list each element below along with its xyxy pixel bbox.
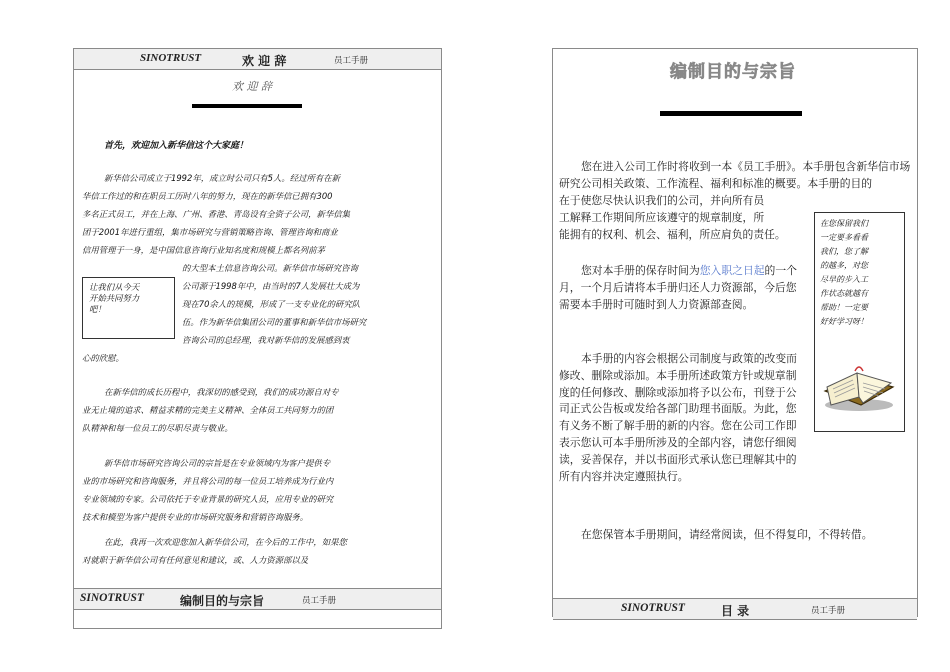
open-book-icon <box>819 353 899 417</box>
callout-line: 吧！ <box>89 304 106 314</box>
text-line: 咨询公司的总经理，我对新华信的发展感到衷 <box>182 335 350 345</box>
footer-section: 编制目的与宗旨 <box>180 594 265 608</box>
paragraph-2-text: 您对本手册的保存时间为 <box>581 264 700 277</box>
text-line: 工解释工作期间所应该遵守的规章制度，所 <box>559 211 765 224</box>
text-line: 信用管理于一身，是中国信息咨询行业知名度和规模上都名列前茅 <box>82 245 325 255</box>
callout-line: 开始共同努力 <box>89 293 140 303</box>
page-title: 编制目的与宗旨 <box>670 62 796 82</box>
text-line: 业无止境的追求、精益求精的完美主义精神、全体员工共同努力的团 <box>82 405 334 415</box>
callout-line: 尽早的步入工 <box>820 275 868 284</box>
left-footer <box>74 588 441 610</box>
right-footer <box>553 598 917 620</box>
callout-box <box>814 212 905 432</box>
text-line: 在此，我再一次欢迎您加入新华信公司，在今后的工作中，如果您 <box>104 537 347 547</box>
entry-date-link[interactable]: 您入职之日起 <box>699 264 765 277</box>
callout-line: 我们，您了解 <box>820 247 868 256</box>
text-line: 的大型本土信息咨询公司。新华信市场研究咨询 <box>182 263 358 273</box>
footer-manual: 员工手册 <box>302 596 337 606</box>
text-line: 伍。作为新华信集团公司的董事和新华信市场研究 <box>182 317 367 327</box>
paragraph-1-intro: 您在进入公司工作时将收到一本《员工手册》。本手册包含新华信市场研究公司相关政策、工作流程、福利和标准的概要。本手册的目的 <box>559 160 911 190</box>
left-page <box>73 48 442 629</box>
callout-line: 一定要多看看 <box>820 233 868 242</box>
right-page <box>552 48 918 617</box>
text-line: 新华信公司成立于1992年，成立时公司只有5人。经过所有在新 <box>104 173 341 183</box>
text-line: 新华信市场研究咨询公司的宗旨是在专业领域内为客户提供专 <box>104 458 331 468</box>
text-line: 对就职于新华信公司有任何意见和建议，或、人力资源部以及 <box>82 555 309 565</box>
title-underline <box>192 104 302 108</box>
footer-brand: SINOTRUST <box>80 592 144 604</box>
paragraph-4: 在您保管本手册期间，请经常阅读，但不得复印，不得转借。 <box>581 528 873 541</box>
callout-line: 帮助！一定要 <box>820 303 868 312</box>
paragraph-2-text: 的一个月，一个月后请将本手册归还人力资源部，今后您需要本手册时可随时到人力资源部查阅。 <box>559 264 797 311</box>
text-line: 队精神和每一位员工的尽职尽责与敬业。 <box>82 423 233 433</box>
callout-line: 在您保留我们 <box>820 219 868 228</box>
text-line: 多名正式员工，并在上海、广州、香港、青岛设有全资子公司，新华信集 <box>82 209 350 219</box>
text-line: 华信工作过的和在职员工历时八年的努力，现在的新华信已拥有300 <box>82 191 333 201</box>
callout-line: 的越多，对您 <box>820 261 868 270</box>
text-line: 业的市场研究和咨询服务，并且将公司的每一位员工培养成为行业内 <box>82 476 334 486</box>
left-header <box>74 49 441 70</box>
header-brand: SINOTRUST <box>140 52 202 64</box>
title-underline <box>660 111 802 116</box>
text-line: 能拥有的权利、机会、福利，所应肩负的责任。 <box>559 228 786 241</box>
greeting: 首先，欢迎加入新华信这个大家庭！ <box>104 141 249 151</box>
callout-line: 作状态就越有 <box>820 289 868 298</box>
text-line: 心的欣慰。 <box>82 353 124 363</box>
paragraph-2 <box>559 263 799 313</box>
callout-line: 让我们从今天 <box>89 282 140 292</box>
footer-section: 目 录 <box>721 604 750 618</box>
footer-brand: SINOTRUST <box>621 602 685 614</box>
text-line: 在于使您尽快认识我们的公司，并向所有员 <box>559 194 765 207</box>
text-line: 在新华信的成长历程中，我深切的感受到，我们的成功源自对专 <box>104 387 339 397</box>
header-manual: 员工手册 <box>334 56 369 66</box>
page-title: 欢 迎 辞 <box>232 80 272 93</box>
text-line: 团于2001年进行重组，集市场研究与营销策略咨询、管理咨询和商业 <box>82 227 338 237</box>
text-line: 现在70余人的规模，形成了一支专业化的研究队 <box>182 299 361 309</box>
text-line: 技术和模型为客户提供专业的市场研究服务和营销咨询服务。 <box>82 512 309 522</box>
header-section: 欢 迎 辞 <box>242 54 287 68</box>
footer-manual: 员工手册 <box>811 606 846 616</box>
paragraph-3: 本手册的内容会根据公司制度与政策的改变而修改、删除或添加。本手册所述政策方针或规章制度的任何修改、删除或添加将予以公布，刊登于公司正式公告板或发给各部门助理书面版。为此，您有义务不断了解手册的新的内容。您在公司工作即表示您认可本手册所涉及的全部内容，请您仔细阅读，妥善保存，并以书面形式承认您已理解其中的所有内容并决定遵照执行。 <box>559 352 797 483</box>
text-line: 公司源于1998年中，由当时的7人发展壮大成为 <box>182 281 360 291</box>
callout-box <box>82 277 175 339</box>
text-line: 专业领域的专家。公司依托于专业背景的研究人员，应用专业的研究 <box>82 494 334 504</box>
callout-line: 好好学习呀！ <box>820 317 868 326</box>
